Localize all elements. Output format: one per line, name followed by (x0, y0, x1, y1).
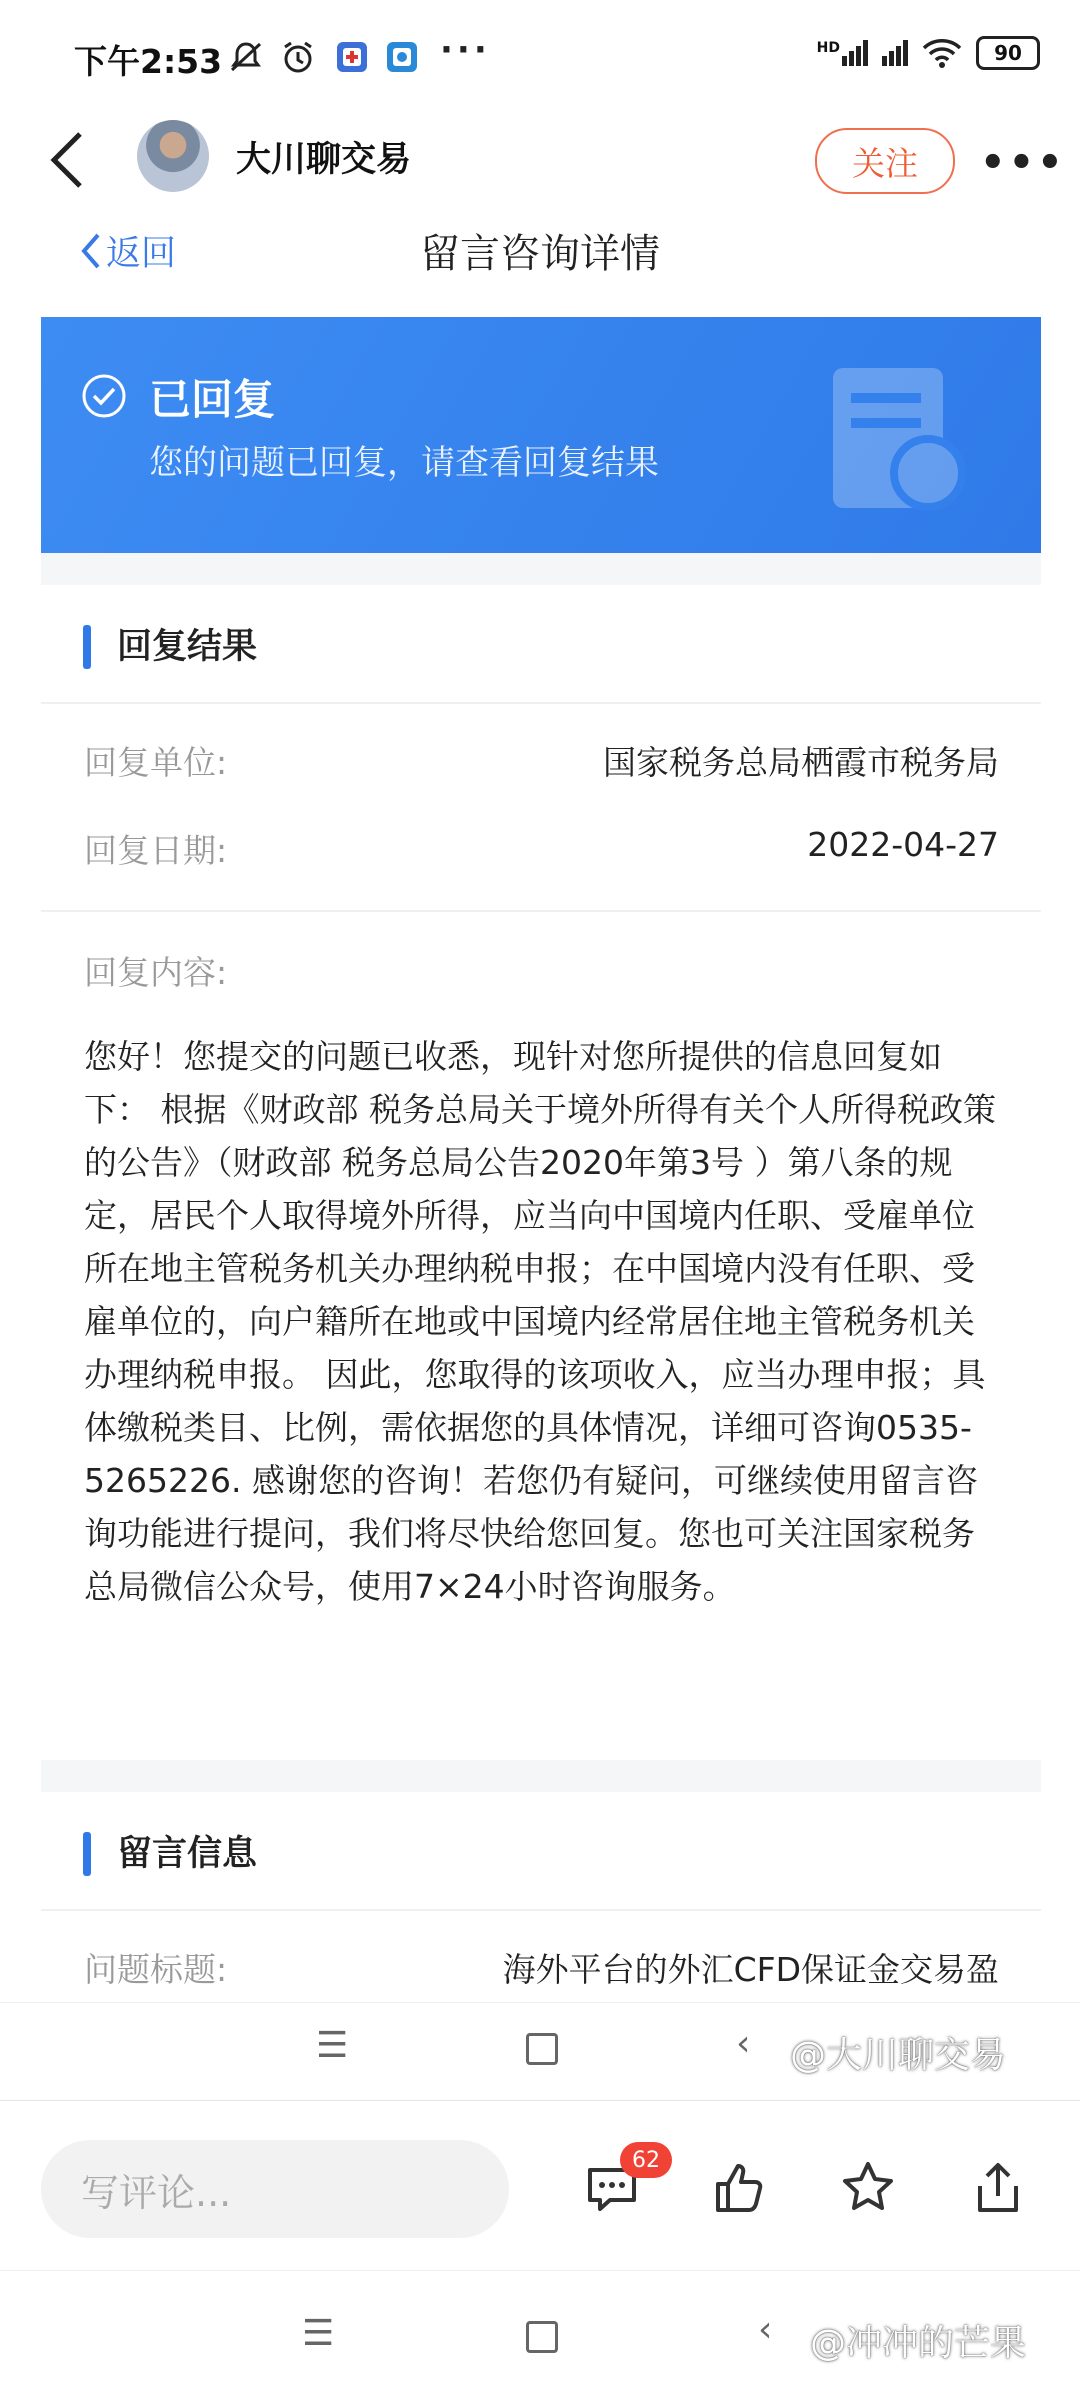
wifi-icon (922, 38, 962, 68)
status-banner (41, 317, 1041, 553)
more-notifications-icon: ··· (440, 30, 491, 70)
divider (41, 702, 1041, 704)
home-square-icon[interactable] (526, 2033, 558, 2065)
follow-button[interactable]: 关注 (815, 128, 955, 194)
signal-icon-2 (882, 40, 908, 66)
author-name[interactable]: 大川聊交易 (236, 140, 412, 180)
avatar[interactable] (137, 120, 209, 192)
reply-unit-label: 回复单位: (84, 743, 228, 782)
section-gap (41, 1760, 1041, 1792)
system-navigation-bar (0, 2270, 1080, 2401)
nav-back-label: 返回 (106, 234, 177, 274)
reply-content-text: 您好！您提交的问题已收悉，现针对您所提供的信息回复如下： 根据《财政部 税务总局关于境外所得有关个人所得税政策的公告》（财政部 税务总局公告2020年第3号 ）第八条的规定，居民个人取得境外所得，应当向中国境内任职、受雇单位所在地主管税务机关办理纳税申报；在中国境内没有任职、受雇单位的，向户籍所在地或中国境内经常居住地主管税务机关办理纳税申报。 因此，您取得的该项收入，应当办理申报；具体缴税类目、比例，需依据您的具体情况，详细可咨询0535-5265226. 感谢您的咨询！若您仍有疑问，可继续使用留言咨询功能进行提问，我们将尽快给您回复。您也可关注国家税务总局微信公众号，使用7×24小时咨询服务。 (84, 1037, 996, 1606)
hd-label: HD (816, 40, 840, 56)
status-indicators (817, 36, 1040, 70)
reply-content-label: 回复内容: (84, 953, 228, 992)
status-time: 下午2:53 (74, 42, 223, 81)
question-title-label: 问题标题: (84, 1950, 228, 1989)
reply-date-value: 2022-04-27 (807, 825, 999, 864)
reply-section-title: 回复结果 (117, 627, 258, 667)
section-marker (83, 625, 91, 669)
section-marker (83, 1832, 91, 1876)
page-title: 留言咨询详情 (420, 231, 660, 277)
menu-icon[interactable]: ☰ (302, 2313, 335, 2354)
check-circle-icon (81, 373, 127, 419)
battery-icon (976, 36, 1040, 70)
app-notification-icon-2 (384, 40, 420, 74)
watermark-inner: @大川聊交易 (790, 2035, 1007, 2076)
back-arrow-icon[interactable] (44, 128, 88, 192)
reply-unit-value: 国家税务总局栖霞市税务局 (603, 743, 999, 782)
banner-subtitle: 您的问题已回复，请查看回复结果 (149, 443, 659, 483)
divider (41, 910, 1041, 912)
message-section (41, 1792, 1041, 2002)
like-icon[interactable] (710, 2158, 770, 2218)
favorite-star-icon[interactable] (838, 2158, 898, 2218)
back-chevron-icon[interactable]: ‹ (736, 2023, 751, 2064)
alarm-icon (280, 40, 316, 74)
menu-icon[interactable]: ☰ (316, 2025, 349, 2066)
app-notification-icon (334, 40, 370, 74)
reply-date-label: 回复日期: (84, 831, 228, 870)
status-bar (0, 0, 1080, 118)
back-chevron-icon[interactable]: ‹ (758, 2309, 773, 2350)
section-gap (41, 553, 1041, 585)
divider (41, 1909, 1041, 1911)
watermark-outer: @冲冲的芒果 (810, 2323, 1027, 2364)
inner-navigation-bar (0, 2002, 1080, 2101)
battery-level: 90 (994, 41, 1022, 65)
share-icon[interactable] (968, 2158, 1028, 2218)
signal-icon (817, 40, 868, 66)
comment-count-badge: 62 (620, 2142, 672, 2178)
more-options-icon[interactable]: ••• (980, 140, 1066, 186)
mute-bell-icon (228, 40, 264, 74)
question-title-value: 海外平台的外汇CFD保证金交易盈 (502, 1950, 999, 1989)
home-square-icon[interactable] (526, 2321, 558, 2353)
document-icon (823, 363, 973, 513)
banner-title: 已回复 (149, 375, 276, 424)
message-section-title: 留言信息 (117, 1834, 258, 1874)
comment-input[interactable]: 写评论... (41, 2140, 509, 2238)
